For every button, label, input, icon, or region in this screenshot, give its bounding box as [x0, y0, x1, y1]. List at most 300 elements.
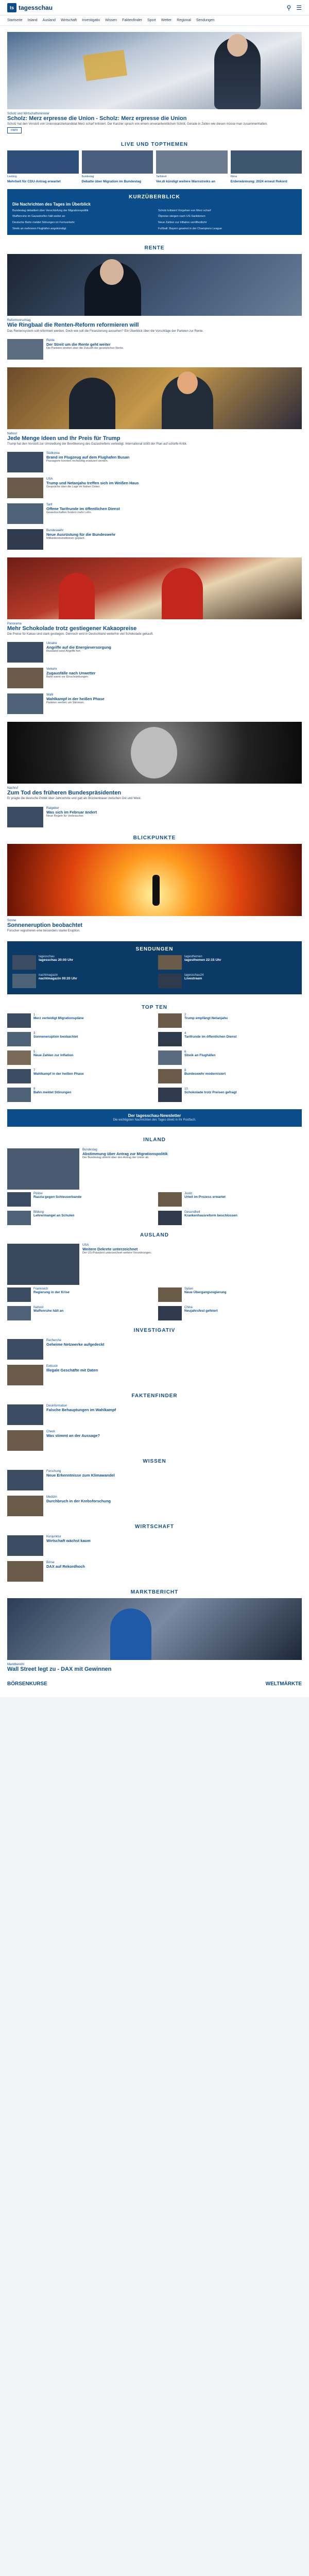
list-item-kicker: Forschung	[46, 1469, 61, 1473]
grid-item-kicker: tagesschau	[39, 955, 55, 958]
logo-badge: ts	[7, 3, 16, 12]
grid-item-image[interactable]	[12, 955, 36, 970]
newsletter-text: Die wichtigsten Nachrichten des Tages direkt in Ihr Postfach.	[113, 1118, 196, 1122]
list-item-info	[46, 1561, 302, 1582]
kurz-item[interactable]: Neue Zahlen zur Inflation veröffentlicht	[158, 221, 207, 225]
grid-item-headline[interactable]: nachtmagazin 00:20 Uhr	[39, 976, 77, 980]
grid-item[interactable]	[7, 1306, 151, 1320]
grid-item-image[interactable]	[158, 974, 182, 988]
grid-item-kicker: 6	[184, 1050, 186, 1054]
list-item-info	[46, 1470, 302, 1490]
list-item-image[interactable]	[7, 1535, 43, 1556]
list-item[interactable]	[0, 527, 309, 552]
list-item[interactable]	[0, 691, 309, 717]
list-item-kicker: Wahl	[46, 693, 54, 697]
rente-sub-headline[interactable]: Der Streit um die Rente geht weiter	[46, 342, 111, 347]
grid-item-info	[33, 1306, 63, 1320]
inland-main[interactable]	[0, 1146, 309, 1192]
list-item-info	[46, 1404, 302, 1425]
logo-text: tagesschau	[19, 4, 53, 11]
live-card-headline[interactable]: Debatte über Migration im Bundestag	[81, 180, 142, 184]
grid-item-info	[33, 1192, 81, 1207]
grid-item-kicker: Bildung	[33, 1210, 44, 1214]
list-item-headline[interactable]: Angriffe auf die Energieversorgung	[46, 645, 111, 650]
grid-item-image[interactable]	[158, 1088, 182, 1102]
grid-item-image[interactable]	[158, 1050, 182, 1065]
grid-item-kicker: Syrien	[184, 1287, 194, 1291]
grid-item[interactable]	[158, 1013, 302, 1028]
live-card[interactable]	[82, 150, 153, 184]
list-item[interactable]	[0, 1533, 309, 1558]
nav-item[interactable]: Sport	[147, 19, 156, 22]
grid-item-headline[interactable]: Neujahrsfest gefeiert	[184, 1309, 218, 1313]
grid-item-headline[interactable]: Trump empfängt Netanjahu	[184, 1016, 228, 1020]
list-item-headline[interactable]: Offene Tarifrunde im öffentlichen Dienst	[46, 506, 120, 511]
grid-item-headline[interactable]: Regierung in der Krise	[33, 1290, 70, 1294]
grid-item-image[interactable]	[158, 1287, 182, 1302]
grid-item-headline[interactable]: Streik an Flughäfen	[184, 1053, 216, 1057]
nav-item[interactable]: Wetter	[161, 19, 172, 22]
list-item-teaser: Gespräche über die Lage im Nahen Osten.	[46, 485, 100, 488]
grid-item-headline[interactable]: Neue Übergangsregierung	[184, 1290, 227, 1294]
grid-item-info	[184, 1088, 237, 1102]
list-item-info	[46, 529, 302, 550]
grid-item-info	[184, 1069, 226, 1083]
marktbericht-image[interactable]	[7, 1598, 302, 1660]
santa-headline[interactable]: Mehr Schokolade trotz gestiegener Kakaopreise	[7, 625, 137, 632]
list-item-headline[interactable]: Durchbruch in der Krebsforschung	[46, 1498, 111, 1503]
grid-item-headline[interactable]: Bundeswehr modernisiert	[184, 1072, 226, 1076]
search-icon[interactable]: ⚲	[286, 4, 291, 11]
hero-teaser: Scholz hat den Vorstoß von Unionskanzlerkandidat Merz scharf kritisiert. Der Kanzler sprach von einem unverantwortlichen Schritt, Gerade in Zeiten wie diesen müsse man zusammenhalten.	[7, 123, 268, 126]
rente-teaser: Das Rentensystem soll reformiert werden. Doch wie soll die Finanzierung aussehen? Ein Überblick über die Vorschläge der Parteien zur Rente.	[7, 329, 204, 333]
grid-item[interactable]	[158, 1088, 302, 1102]
inland-main-headline[interactable]: Abstimmung über Antrag zur Migrationspolitik	[82, 1151, 168, 1156]
inland-main-teaser: Der Bundestag stimmt über den Antrag der Union ab.	[82, 1156, 149, 1159]
list-item-teaser: Neue Regeln für Verbraucher.	[46, 814, 84, 818]
grid-item-image[interactable]	[7, 1306, 31, 1320]
grid-item-image[interactable]	[158, 1032, 182, 1046]
list-item-image[interactable]	[7, 503, 43, 524]
grid-item-kicker: tagesthemen	[184, 955, 202, 958]
grid-item-info	[184, 955, 221, 970]
list-item-info	[46, 1365, 302, 1385]
list-item[interactable]	[0, 1493, 309, 1519]
grid-item-headline[interactable]: tagesthemen 22:15 Uhr	[184, 958, 221, 962]
list-item-image[interactable]	[7, 807, 43, 827]
grid-item[interactable]	[12, 955, 151, 970]
grid-item[interactable]	[7, 1088, 151, 1102]
live-card-image[interactable]	[231, 150, 302, 174]
live-card-headline[interactable]: Ver.di kündigt weitere Warnstreiks an	[156, 180, 215, 184]
list-item-headline[interactable]: Was sich im Februar ändert	[46, 809, 97, 815]
grid-item-headline[interactable]: Krankenhausreform beschlossen	[184, 1213, 237, 1217]
kurz-item[interactable]: Ölpreise steigen nach US-Sanktionen	[158, 215, 205, 218]
boersenkurse-link[interactable]: BÖRSENKURSE	[7, 1681, 47, 1687]
nav-item[interactable]: Sendungen	[196, 19, 215, 22]
hero-kicker: Scholz und Wirtschaftsminister	[7, 112, 50, 115]
ausland-main-teaser: Der US-Präsident unterzeichnet weitere Verordnungen.	[82, 1251, 152, 1255]
grid-item[interactable]	[7, 1069, 151, 1083]
section-title-rente: RENTE	[144, 245, 165, 251]
grid-item-headline[interactable]: Lehrermangel an Schulen	[33, 1213, 75, 1217]
grid-item[interactable]	[7, 1192, 151, 1207]
grid-item-image[interactable]	[7, 1050, 31, 1065]
hero-text[interactable]	[0, 109, 309, 137]
live-card-kicker: Tarifstreit	[156, 175, 167, 179]
grid-item[interactable]	[158, 974, 297, 988]
grid-item[interactable]	[7, 1013, 151, 1028]
grid-item-kicker: 8	[184, 1069, 186, 1072]
grid-item-kicker: 5	[33, 1050, 36, 1054]
list-item-kicker: Bundeswehr	[46, 529, 64, 532]
list-item-image[interactable]	[7, 1561, 43, 1582]
live-card-headline[interactable]: Mehrheit für CDU-Antrag erwartet	[7, 180, 61, 184]
list-item-image[interactable]	[7, 478, 43, 498]
santa-kicker: Panorama	[7, 622, 22, 625]
list-item-image[interactable]	[7, 668, 43, 688]
top-bar	[0, 0, 309, 15]
portrait-text[interactable]	[0, 784, 309, 804]
santa-text[interactable]	[0, 619, 309, 639]
grid-item-info	[33, 1211, 74, 1225]
section-title-investigativ: INVESTIGATIV	[133, 1327, 176, 1333]
grid-item-kicker: Nahost	[33, 1306, 44, 1309]
grid-item-headline[interactable]: Neue Zahlen zur Inflation	[33, 1053, 74, 1057]
grid-item-headline[interactable]: Tarifrunde im öffentlichen Dienst	[184, 1035, 237, 1039]
nav-item[interactable]: Regional	[177, 19, 191, 22]
grid-item-image[interactable]	[7, 1013, 31, 1028]
marktbericht-text[interactable]	[0, 1660, 309, 1676]
section-title-blickpunkte: BLICKPUNKTE	[133, 835, 176, 841]
kurz-item[interactable]: Fußball: Bayern gewinnt in der Champions League	[158, 227, 222, 230]
section-title-ausland: AUSLAND	[140, 1232, 169, 1238]
grid-item[interactable]	[158, 1287, 302, 1302]
list-item-image[interactable]	[7, 452, 43, 472]
list-item-image[interactable]	[7, 1339, 43, 1360]
grid-item-image[interactable]	[158, 955, 182, 970]
santa-teaser: Die Preise für Kakao sind stark gestiegen. Dennoch wird in Deutschland weiterhin viel Schokolade gekauft.	[7, 633, 153, 636]
list-item-info	[46, 1339, 302, 1360]
grid-item-kicker: Frankreich	[33, 1287, 48, 1291]
list-item-image[interactable]	[7, 642, 43, 663]
rente-headline[interactable]: Wie Ringbaal die Renten-Reform reformieren will	[7, 322, 139, 329]
newsletter-title: Der tagesschau-Newsletter	[128, 1113, 181, 1118]
list-item[interactable]	[0, 1362, 309, 1388]
marktbericht-kicker: Marktbericht	[7, 1663, 25, 1666]
list-item-kicker: Verkehr	[46, 668, 57, 671]
ausland-main-headline[interactable]: Weitere Dekrete unterzeichnet	[82, 1246, 138, 1251]
grid-item[interactable]	[7, 1032, 151, 1046]
grid-item[interactable]	[158, 1032, 302, 1046]
list-item-headline[interactable]: Falsche Behauptungen im Wahlkampf	[46, 1407, 116, 1412]
list-item-headline[interactable]: Neue Ausrüstung für die Bundeswehr	[46, 532, 116, 537]
kurz-item[interactable]: Streik an mehreren Flughäfen angekündigt	[12, 227, 66, 230]
grid-item-info	[184, 1050, 215, 1065]
grid-item-headline[interactable]: Sonneneruption beobachtet	[33, 1035, 78, 1039]
main-nav	[0, 15, 309, 26]
list-item-headline[interactable]: Neue Erkenntnisse zum Klimawandel	[46, 1472, 115, 1478]
list-item-image[interactable]	[7, 1470, 43, 1490]
grid-item-info	[184, 1013, 228, 1028]
list-item-image[interactable]	[7, 1496, 43, 1516]
grid-item-image[interactable]	[7, 1192, 31, 1207]
live-card-kicker: Klima	[230, 175, 237, 179]
list-item-info	[46, 452, 302, 472]
list-item-headline[interactable]: Wirtschaft wächst kaum	[46, 1538, 91, 1543]
list-item-image[interactable]	[7, 1404, 43, 1425]
grid-item-image[interactable]	[7, 1069, 31, 1083]
grid-item-kicker: Gesundheit	[184, 1210, 200, 1214]
grid-item[interactable]	[158, 1306, 302, 1320]
grid-item-kicker: 9	[33, 1087, 36, 1091]
section-title-wissen: WISSEN	[143, 1458, 166, 1464]
rente-image[interactable]	[7, 254, 302, 316]
blickpunkte-image[interactable]	[7, 844, 302, 916]
kurz-item[interactable]: Deutsche Bahn meldet Störungen im Fernverkehr	[12, 221, 75, 225]
grid-item-kicker: 1	[33, 1013, 36, 1016]
grid-item-kicker: nachtmagazin	[39, 973, 58, 977]
grid-item-info	[39, 955, 73, 970]
grid-item-info	[33, 1069, 84, 1083]
list-item-kicker: USA	[46, 477, 53, 481]
live-card-image[interactable]	[7, 150, 79, 174]
live-card-kicker: Liveblog	[7, 175, 17, 179]
list-item[interactable]	[0, 639, 309, 665]
menu-icon[interactable]: ☰	[296, 4, 302, 11]
grid-item-kicker: 10	[184, 1087, 188, 1091]
grid-item-kicker: Justiz	[184, 1192, 193, 1195]
grid-item-info	[184, 1306, 218, 1320]
live-card[interactable]	[231, 150, 302, 184]
grid-item[interactable]	[12, 974, 151, 988]
list-item-kicker: Ratgeber	[46, 806, 59, 810]
list-item-info	[46, 807, 302, 827]
hero-headline[interactable]: Scholz: Merz erpresse die Union - Scholz: Merz erpresse die Union	[7, 115, 187, 122]
list-item-headline[interactable]: Was stimmt an der Aussage?	[46, 1433, 100, 1438]
grid-item-image[interactable]	[158, 1211, 182, 1225]
grid-item[interactable]	[158, 1050, 302, 1065]
list-item-kicker: Exklusiv	[46, 1364, 58, 1368]
list-item[interactable]	[0, 1558, 309, 1584]
list-item-headline[interactable]: Wahlkampf in der heißen Phase	[46, 697, 105, 702]
list-item-kicker: Medizin	[46, 1495, 57, 1499]
grid-item-image[interactable]	[158, 1306, 182, 1320]
nav-item[interactable]: Ausland	[42, 19, 56, 22]
rente-kicker: Reformvorschlag	[7, 319, 31, 323]
nav-item[interactable]: Wirtschaft	[60, 19, 77, 22]
grid-item-info	[33, 1050, 73, 1065]
list-item-teaser: Milliardeninvestitionen geplant.	[46, 536, 85, 540]
grid-item[interactable]	[7, 1211, 151, 1225]
section-title-sendungen: SENDUNGEN	[135, 946, 174, 952]
grid-item-headline[interactable]: Waffenruhe hält an	[33, 1309, 64, 1313]
blickpunkte-teaser: Forscher registrieren eine besonders starke Eruption.	[7, 929, 80, 933]
grid-item-kicker: Polizei	[33, 1192, 43, 1195]
list-item-headline[interactable]: Brand im Flugzeug auf dem Flughafen Busan	[46, 454, 130, 460]
live-card[interactable]	[156, 150, 228, 184]
live-card-kicker: Bundestag	[81, 175, 94, 179]
marktbericht-headline[interactable]: Wall Street legt zu - DAX mit Gewinnen	[7, 1666, 112, 1672]
rente-sub-kicker: Rente	[46, 338, 55, 342]
weltmaerkte-link[interactable]: WELTMÄRKTE	[265, 1681, 302, 1687]
live-card-image[interactable]	[82, 150, 153, 174]
list-item-headline[interactable]: Trump und Netanjahu treffen sich im Weißen Haus	[46, 480, 139, 485]
portrait-image[interactable]	[7, 722, 302, 784]
grid-item-image[interactable]	[12, 974, 36, 988]
grid-item-info	[33, 1287, 70, 1302]
nav-item[interactable]: Investigativ	[82, 19, 100, 22]
ausland-main[interactable]	[0, 1241, 309, 1287]
grid-item-headline[interactable]: tagesschau 20:00 Uhr	[39, 958, 74, 962]
rente-sub-teaser: Die Parteien streiten über die Zukunft der gesetzlichen Rente.	[46, 346, 124, 350]
kurzueberblick-panel	[7, 189, 302, 235]
list-item-headline[interactable]: Illegale Geschäfte mit Daten	[46, 1367, 98, 1372]
list-item-kicker: Desinformation	[46, 1404, 67, 1408]
kurz-headline: Die Nachrichten des Tages im Überblick	[12, 202, 91, 207]
list-item[interactable]	[0, 449, 309, 475]
list-item[interactable]	[0, 1402, 309, 1428]
list-item[interactable]	[0, 1428, 309, 1453]
list-item-kicker: Ukraine	[46, 642, 57, 646]
list-item[interactable]	[0, 1467, 309, 1493]
trump-headline[interactable]: Jede Menge Ideen und Ihr Preis für Trump	[7, 435, 121, 442]
list-item-teaser: Parteien werben um Stimmen.	[46, 701, 84, 705]
grid-item-kicker: 3	[33, 1031, 36, 1035]
hero-image[interactable]	[7, 32, 302, 109]
grid-item-info	[184, 1211, 237, 1225]
list-item-kicker: Tarif	[46, 503, 53, 506]
list-item-info	[46, 478, 302, 498]
nav-item[interactable]: Inland	[27, 19, 38, 22]
grid-item-info	[184, 1287, 227, 1302]
grid-item-info	[39, 974, 77, 988]
trump-text[interactable]	[0, 429, 309, 449]
grid-item[interactable]	[158, 1069, 302, 1083]
market-links	[0, 1676, 309, 1692]
section-title-inland: INLAND	[143, 1137, 166, 1143]
list-item-teaser: Russland setzt Angriffe fort.	[46, 650, 81, 653]
list-item[interactable]	[0, 804, 309, 830]
kurz-item[interactable]: Scholz kritisiert Vorgehen von Merz scharf	[158, 209, 211, 212]
grid-item-image[interactable]	[7, 1211, 31, 1225]
kurz-item[interactable]: Bundestag debattiert über Verschärfung der Migrationspolitik	[12, 209, 89, 212]
list-item-info	[46, 642, 302, 663]
grid-item[interactable]	[7, 1050, 151, 1065]
section-title-topten: TOP TEN	[142, 1004, 167, 1010]
nav-item[interactable]: Startseite	[7, 19, 23, 22]
grid-item-kicker: 2	[184, 1013, 186, 1016]
live-card[interactable]	[7, 150, 79, 184]
section-title-faktenfinder: FAKTENFINDER	[131, 1393, 178, 1399]
list-item-info	[46, 1430, 302, 1451]
grid-item[interactable]	[7, 1287, 151, 1302]
section-title-wirtschaft: WIRTSCHAFT	[134, 1523, 175, 1530]
list-item[interactable]	[0, 1336, 309, 1362]
grid-item-info	[184, 1192, 226, 1207]
list-item-image[interactable]	[7, 1430, 43, 1451]
grid-item-image[interactable]	[7, 1287, 31, 1302]
list-item-kicker: Südkorea	[46, 451, 60, 455]
trump-image[interactable]	[7, 367, 302, 429]
grid-item-info	[33, 1088, 71, 1102]
grid-item-info	[33, 1013, 84, 1028]
grid-item-headline[interactable]: Merz verteidigt Migrationspläne	[33, 1016, 84, 1020]
blickpunkte-kicker: Sonne	[7, 919, 16, 922]
grid-item-image[interactable]	[158, 1192, 182, 1207]
list-item-kicker: Börse	[46, 1561, 55, 1564]
grid-item[interactable]	[158, 955, 297, 970]
grid-item-image[interactable]	[7, 1088, 31, 1102]
grid-item-kicker: 4	[184, 1031, 186, 1035]
portrait-headline[interactable]: Zum Tod des früheren Bundespräsidenten	[7, 790, 122, 796]
list-item-headline[interactable]: DAX auf Rekordhoch	[46, 1564, 85, 1569]
portrait-kicker: Nachruf	[7, 787, 19, 790]
grid-item-headline[interactable]: Schokolade trotz Preisen gefragt	[184, 1090, 237, 1094]
list-item-image[interactable]	[7, 1365, 43, 1385]
grid-item-kicker: 7	[33, 1069, 36, 1072]
list-item-kicker: Check	[46, 1430, 56, 1433]
list-item[interactable]	[0, 665, 309, 691]
santa-image[interactable]	[7, 557, 302, 619]
list-item-headline[interactable]: Zugausfälle nach Unwetter	[46, 671, 96, 676]
grid-item-kicker: tagesschau24	[184, 973, 204, 977]
list-item-image[interactable]	[7, 529, 43, 550]
blickpunkte-headline[interactable]: Sonneneruption beobachtet	[7, 922, 83, 928]
list-item[interactable]	[0, 501, 309, 527]
list-item[interactable]	[0, 475, 309, 501]
newsletter-panel	[7, 1109, 302, 1127]
grid-item-image[interactable]	[7, 1032, 31, 1046]
list-item-image[interactable]	[7, 693, 43, 714]
grid-item-image[interactable]	[158, 1013, 182, 1028]
grid-item-kicker: China	[184, 1306, 193, 1309]
section-title-kurz: KURZÜBERBLICK	[129, 194, 180, 200]
kurz-item[interactable]: Waffenruhe im Gazastreifen hält weiter an	[12, 215, 65, 218]
grid-item[interactable]	[158, 1211, 302, 1225]
list-item-teaser: Passagiere konnten rechtzeitig evakuiert werden.	[46, 459, 109, 463]
grid-item-image[interactable]	[158, 1069, 182, 1083]
grid-item-info	[184, 974, 203, 988]
rente-sub-item[interactable]	[0, 336, 309, 362]
list-item-info	[46, 1535, 302, 1556]
grid-item[interactable]	[158, 1192, 302, 1207]
grid-item-headline[interactable]: Livestream	[184, 976, 202, 980]
trump-teaser: Trump hat den Vorstoß zur Umsiedlung der Bevölkerung des Gazastreifens verteidigt. International stößt der Plan auf scharfe Kritik.	[7, 442, 187, 446]
list-item-kicker: Konjunktur	[46, 1535, 61, 1538]
portrait-teaser: Er prägte die deutsche Politik über Jahrzehnte und galt als Brückenbauer zwischen Ost und West.	[7, 797, 142, 801]
list-item-kicker: Recherche	[46, 1338, 62, 1342]
rente-text[interactable]	[0, 316, 309, 336]
grid-item-headline[interactable]: Urteil im Prozess erwartet	[184, 1195, 226, 1199]
list-item-headline[interactable]: Geheime Netzwerke aufgedeckt	[46, 1342, 105, 1347]
list-item-teaser: Gewerkschaften fordern mehr Lohn.	[46, 511, 92, 514]
list-item-info	[46, 668, 302, 688]
logo[interactable]	[7, 3, 53, 12]
nav-item[interactable]: Faktenfinder	[122, 19, 142, 22]
live-card-image[interactable]	[156, 150, 228, 174]
blickpunkte-text[interactable]	[0, 916, 309, 936]
section-title-marktbericht: MARKTBERICHT	[130, 1589, 179, 1595]
inland-main-kicker: Bundestag	[82, 1148, 97, 1151]
grid-item-headline[interactable]: Razzia gegen Schleuserbande	[33, 1195, 82, 1199]
grid-item-headline[interactable]: Wahlkampf in der heißen Phase	[33, 1072, 84, 1076]
hero-more-link[interactable]: mehr	[7, 127, 22, 133]
live-card-headline[interactable]: Erderwärmung: 2024 erneut Rekord	[230, 180, 287, 184]
list-item-info	[46, 503, 302, 524]
grid-item-headline[interactable]: Bahn meldet Störungen	[33, 1090, 72, 1094]
nav-item[interactable]: Wissen	[105, 19, 117, 22]
